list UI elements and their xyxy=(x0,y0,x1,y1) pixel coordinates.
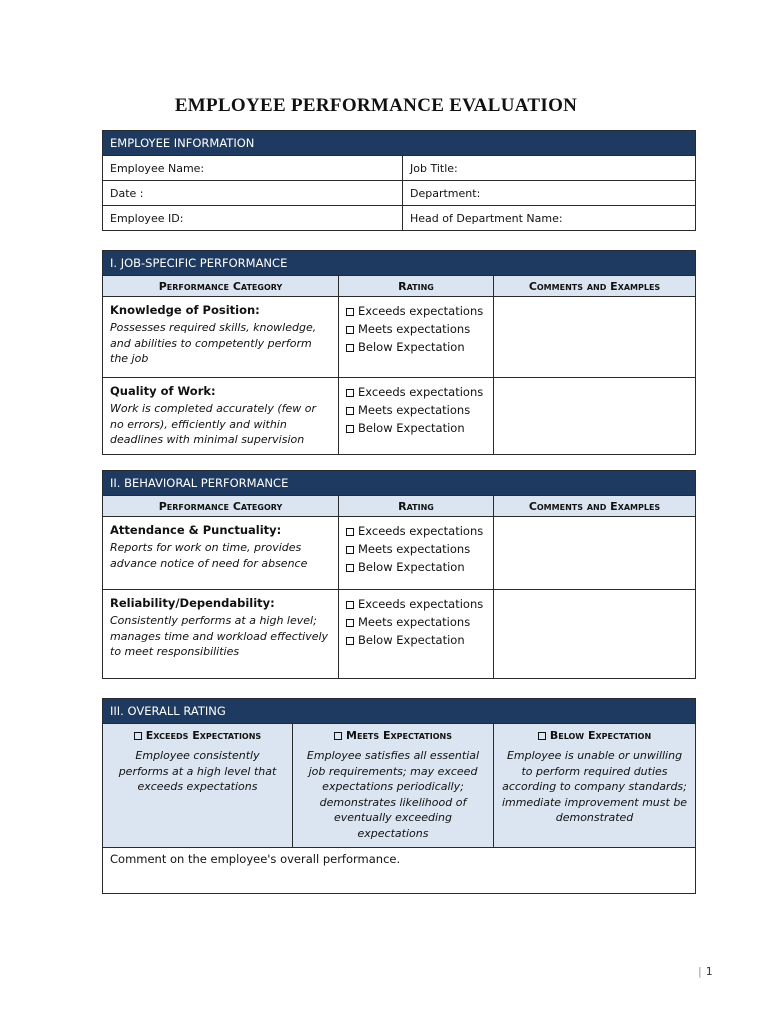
overall-comment-label: Comment on the employee's overall performance. xyxy=(110,852,401,866)
rating-checkbox-exceeds[interactable]: Exceeds expectations xyxy=(346,383,486,401)
comments-cell[interactable] xyxy=(494,517,696,590)
rating-checkbox-below[interactable]: Below Expectation xyxy=(346,419,486,437)
comments-cell[interactable] xyxy=(494,378,696,455)
overall-rating-header: III. OVERALL RATING xyxy=(103,699,696,724)
checkbox-icon[interactable] xyxy=(346,425,354,433)
employee-id-field[interactable]: Employee ID: xyxy=(103,206,403,231)
job-specific-table xyxy=(102,250,696,455)
table-row xyxy=(103,590,696,679)
category-title: Quality of Work: xyxy=(110,384,216,398)
checkbox-icon[interactable] xyxy=(346,326,354,334)
overall-rating-table xyxy=(102,698,696,894)
checkbox-icon[interactable] xyxy=(346,637,354,645)
page-number: | 1 xyxy=(698,965,713,978)
rating-checkbox-meets[interactable]: Meets expectations xyxy=(346,320,486,338)
overall-option-exceeds[interactable]: Exceeds Expectations Employee consistently performs at a high level that exceeds expectations xyxy=(103,724,293,848)
comments-cell[interactable] xyxy=(494,590,696,679)
rating-checkbox-meets[interactable]: Meets expectations xyxy=(346,540,486,558)
checkbox-icon[interactable] xyxy=(346,407,354,415)
checkbox-icon[interactable] xyxy=(346,528,354,536)
checkbox-icon[interactable] xyxy=(346,564,354,572)
job-specific-header: I. JOB-SPECIFIC PERFORMANCE xyxy=(103,251,696,276)
checkbox-icon[interactable] xyxy=(346,601,354,609)
category-title: Knowledge of Position: xyxy=(110,303,260,317)
table-row xyxy=(103,297,696,378)
department-field[interactable]: Department: xyxy=(403,181,696,206)
employee-info-table xyxy=(102,130,696,231)
checkbox-icon[interactable] xyxy=(538,732,546,740)
comments-column-header: Comments and Examples xyxy=(494,276,696,297)
checkbox-icon[interactable] xyxy=(134,732,142,740)
overall-option-description: Employee satisfies all essential job requirements; may exceed expectations periodically; demonstrates likelihood of eventually exceeding expectations xyxy=(306,749,480,840)
checkbox-icon[interactable] xyxy=(346,389,354,397)
rating-checkbox-exceeds[interactable]: Exceeds expectations xyxy=(346,302,486,320)
checkbox-icon[interactable] xyxy=(346,546,354,554)
category-description: Possesses required skills, knowledge, and abilities to competently perform the job xyxy=(110,321,317,365)
behavioral-header: II. BEHAVIORAL PERFORMANCE xyxy=(103,471,696,496)
category-column-header: Performance Category xyxy=(103,496,339,517)
job-title-field[interactable]: Job Title: xyxy=(403,156,696,181)
behavioral-table xyxy=(102,470,696,679)
rating-checkbox-below[interactable]: Below Expectation xyxy=(346,338,486,356)
employee-name-field[interactable]: Employee Name: xyxy=(103,156,403,181)
checkbox-icon[interactable] xyxy=(334,732,342,740)
employee-info-header: EMPLOYEE INFORMATION xyxy=(103,131,696,156)
category-description: Work is completed accurately (few or no errors), efficiently and within deadlines with minimal supervision xyxy=(110,402,317,446)
rating-checkbox-exceeds[interactable]: Exceeds expectations xyxy=(346,522,486,540)
overall-option-description: Employee is unable or unwilling to perform required duties according to company standards; immediate improvement must be demonstrated xyxy=(501,749,688,824)
rating-column-header: Rating xyxy=(339,496,494,517)
category-column-header: Performance Category xyxy=(103,276,339,297)
rating-checkbox-meets[interactable]: Meets expectations xyxy=(346,401,486,419)
rating-checkbox-meets[interactable]: Meets expectations xyxy=(346,613,486,631)
rating-checkbox-exceeds[interactable]: Exceeds expectations xyxy=(346,595,486,613)
overall-option-below[interactable]: Below Expectation Employee is unable or unwilling to perform required duties according to company standards; immediate improvement must be demonstrated xyxy=(494,724,696,848)
head-of-department-field[interactable]: Head of Department Name: xyxy=(403,206,696,231)
comments-cell[interactable] xyxy=(494,297,696,378)
checkbox-icon[interactable] xyxy=(346,344,354,352)
checkbox-icon[interactable] xyxy=(346,619,354,627)
overall-option-meets[interactable]: Meets Expectations Employee satisfies all essential job requirements; may exceed expectations periodically; demonstrates likelihood of eventually exceeding expectations xyxy=(293,724,494,848)
category-description: Consistently performs at a high level; manages time and workload effectively to meet responsibilities xyxy=(110,614,329,658)
comments-column-header: Comments and Examples xyxy=(494,496,696,517)
overall-option-description: Employee consistently performs at a high level that exceeds expectations xyxy=(118,749,277,793)
table-row xyxy=(103,517,696,590)
category-title: Attendance & Punctuality: xyxy=(110,523,282,537)
category-title: Reliability/Dependability: xyxy=(110,596,275,610)
overall-comment-field[interactable] xyxy=(103,848,696,894)
checkbox-icon[interactable] xyxy=(346,308,354,316)
rating-checkbox-below[interactable]: Below Expectation xyxy=(346,631,486,649)
table-row xyxy=(103,378,696,455)
document-title: EMPLOYEE PERFORMANCE EVALUATION xyxy=(174,95,578,116)
rating-column-header: Rating xyxy=(339,276,494,297)
rating-checkbox-below[interactable]: Below Expectation xyxy=(346,558,486,576)
category-description: Reports for work on time, provides advance notice of need for absence xyxy=(110,541,308,570)
date-field[interactable]: Date : xyxy=(103,181,403,206)
